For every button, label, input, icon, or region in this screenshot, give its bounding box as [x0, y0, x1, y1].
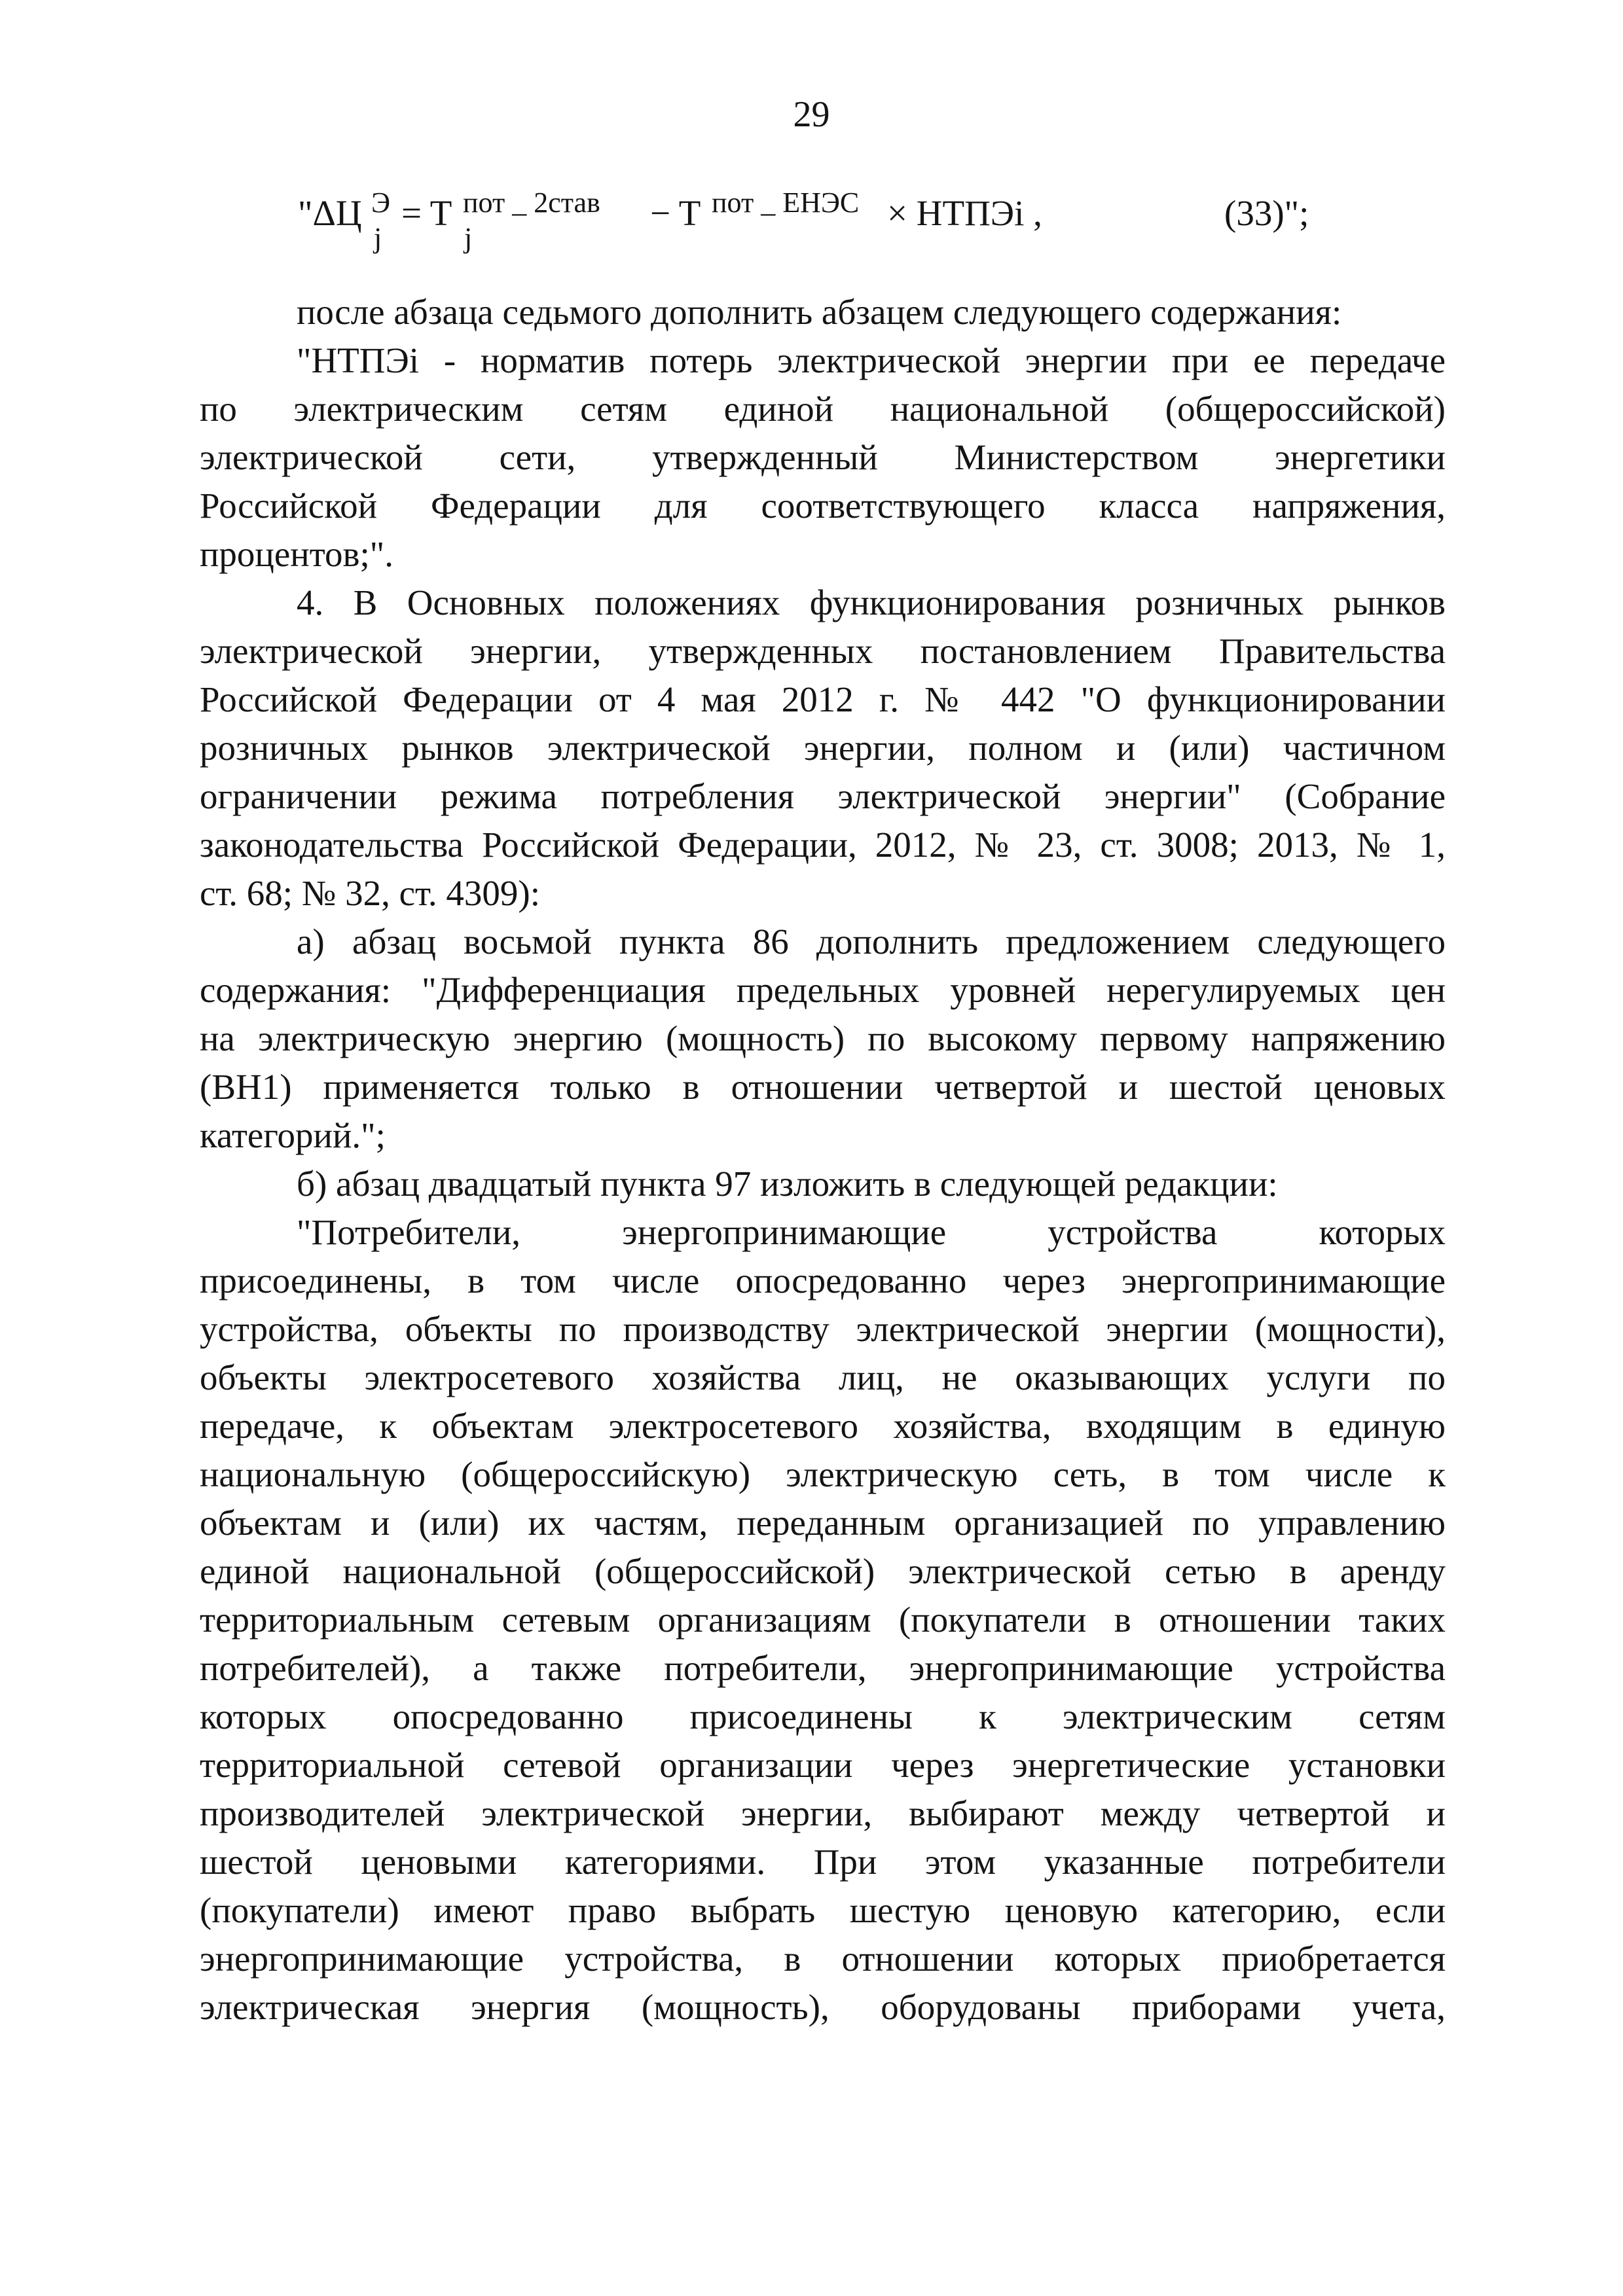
text-line: на электрическую энергию (мощность) по высокому первому напряжению [200, 1018, 1446, 1058]
text-line: шестой ценовыми категориями. При этом указанные потребители [200, 1842, 1446, 1882]
page-number: 29 [793, 94, 830, 135]
formula-eq-t: = T [401, 193, 452, 233]
text-line: законодательства Российской Федерации, 2012, № 23, ст. 3008; 2013, № 1, [200, 825, 1446, 865]
formula-sup-pot-enes: пот _ ЕНЭС [712, 187, 860, 219]
text-line: объектам и (или) их частям, переданным организацией по управлению [200, 1503, 1446, 1543]
text-line: содержания: "Дифференциация предельных уровней нерегулируемых цен [200, 970, 1446, 1010]
body-text [200, 288, 1446, 2032]
formula-number: (33)"; [1224, 193, 1309, 233]
text-line: производителей электрической энергии, выбирают между четвертой и [200, 1793, 1446, 1833]
text-line: устройства, объекты по производству электрической энергии (мощности), [200, 1309, 1446, 1349]
text-line: единой национальной (общероссийской) электрической сетью в аренду [200, 1551, 1446, 1591]
formula-delta-c: "ΔЦ [298, 193, 362, 233]
text-line: ст. 68; № 32, ст. 4309): [200, 873, 540, 913]
text-line: процентов;". [200, 534, 393, 574]
formula-sup-pot-2stav: пот _ 2став [463, 187, 600, 219]
text-line: территориальным сетевым организациям (покупатели в отношении таких [200, 1600, 1446, 1640]
text-line: 4. В Основных положениях функционирования розничных рынков [297, 583, 1446, 622]
text-line: а) абзац восьмой пункта 86 дополнить предложением следующего [297, 922, 1446, 961]
text-line: по электрическим сетям единой национальной (общероссийской) [200, 389, 1446, 429]
formula-times-ntpei: × НТПЭi , [887, 193, 1042, 233]
formula-sup-e: Э [371, 187, 391, 219]
formula-minus-t: − T [650, 193, 701, 233]
text-line: территориальной сетевой организации через энергетические установки [200, 1745, 1446, 1785]
formula-sub-j: j [374, 222, 382, 254]
text-line: потребителей), а также потребители, энергопринимающие устройства [200, 1648, 1446, 1688]
text-line: "Потребители, энергопринимающие устройства которых [297, 1212, 1446, 1252]
text-line: б) абзац двадцатый пункта 97 изложить в следующей редакции: [297, 1164, 1278, 1204]
text-line: категорий."; [200, 1115, 386, 1155]
text-line: энергопринимающие устройства, в отношении которых приобретается [200, 1939, 1446, 1979]
text-line: электрической сети, утвержденный Министерством энергетики [200, 437, 1446, 477]
text-line: электрическая энергия (мощность), оборудованы приборами учета, [200, 1987, 1446, 2027]
formula-sub-j2: j [464, 222, 473, 254]
text-line: после абзаца седьмого дополнить абзацем следующего содержания: [297, 292, 1342, 332]
text-line: электрической энергии, утвержденных постановлением Правительства [200, 631, 1446, 671]
text-line: объекты электросетевого хозяйства лиц, не оказывающих услуги по [200, 1357, 1446, 1397]
text-line: розничных рынков электрической энергии, полном и (или) частичном [200, 728, 1446, 768]
text-line: присоединены, в том числе опосредованно через энергопринимающие [200, 1261, 1446, 1300]
text-line: ограничении режима потребления электрической энергии" (Собрание [200, 776, 1446, 816]
text-line: которых опосредованно присоединены к электрическим сетям [200, 1696, 1446, 1736]
text-line: национальную (общероссийскую) электрическую сеть, в том числе к [200, 1454, 1446, 1494]
text-line: (ВН1) применяется только в отношении четвертой и шестой ценовых [200, 1067, 1446, 1107]
text-line: (покупатели) имеют право выбрать шестую ценовую категорию, если [200, 1890, 1446, 1930]
text-line: "НТПЭi - норматив потерь электрической энергии при ее передаче [297, 340, 1446, 380]
text-line: Российской Федерации для соответствующего класса напряжения, [200, 486, 1446, 526]
text-line: Российской Федерации от 4 мая 2012 г. № 442 "О функционировании [200, 679, 1446, 719]
text-line: передаче, к объектам электросетевого хозяйства, входящим в единую [200, 1406, 1446, 1446]
